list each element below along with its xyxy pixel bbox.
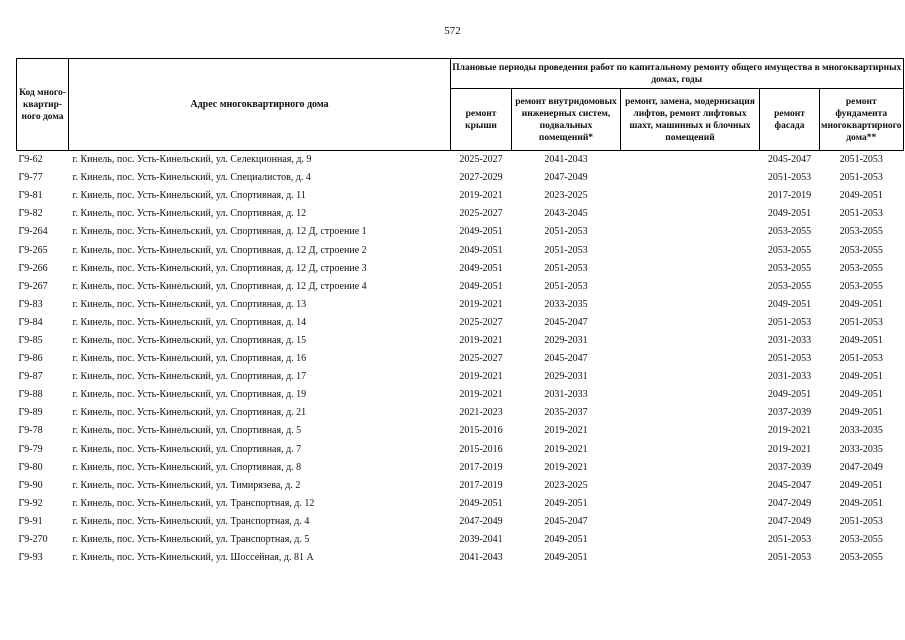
foundation-period-cell: 2053-2055 [839, 280, 883, 292]
address-cell: г. Кинель, пос. Усть-Кинельский, ул. Транспортная, д. 12 [72, 497, 315, 509]
foundation-period-cell: 2051-2053 [839, 172, 883, 184]
internal-systems-period-cell: 2051-2053 [544, 244, 588, 256]
address-cell: г. Кинель, пос. Усть-Кинельский, ул. Спортивная, д. 12 Д, строение 1 [72, 226, 367, 238]
address-cell: г. Кинель, пос. Усть-Кинельский, ул. Спортивная, д. 16 [72, 353, 307, 365]
roof-column-header: ремонт крыши [451, 89, 512, 151]
foundation-period-cell: 2033-2035 [839, 425, 883, 437]
code-cell: Г9-90 [18, 479, 43, 491]
code-cell: Г9-270 [18, 534, 48, 546]
address-cell: г. Кинель, пос. Усть-Кинельский, ул. Шоссейная, д. 81 А [72, 552, 314, 564]
code-cell: Г9-80 [18, 461, 43, 473]
code-cell: Г9-84 [18, 316, 43, 328]
code-cell: Г9-86 [18, 353, 43, 365]
lifts-period-cell [621, 549, 760, 567]
facade-period-cell: 2047-2049 [767, 515, 812, 527]
address-cell: г. Кинель, пос. Усть-Кинельский, ул. Спортивная, д. 11 [72, 190, 306, 202]
table-row [17, 260, 904, 278]
roof-period-cell: 2049-2051 [459, 244, 503, 256]
code-cell: Г9-77 [18, 172, 43, 184]
address-cell: г. Кинель, пос. Усть-Кинельский, ул. Спортивная, д. 12 Д, строение 3 [72, 262, 367, 274]
lifts-period-cell [621, 278, 760, 296]
lifts-period-cell [621, 441, 760, 459]
address-cell: г. Кинель, пос. Усть-Кинельский, ул. Тимирязева, д. 2 [72, 479, 301, 491]
foundation-period-cell: 2049-2051 [839, 371, 883, 383]
roof-period-cell: 2049-2051 [459, 280, 503, 292]
facade-period-cell: 2045-2047 [767, 479, 812, 491]
internal-systems-period-cell: 2019-2021 [544, 425, 588, 437]
lifts-period-cell [621, 477, 760, 495]
address-cell: г. Кинель, пос. Усть-Кинельский, ул. Спортивная, д. 12 Д, строение 4 [72, 280, 367, 292]
internal-systems-period-cell: 2047-2049 [544, 172, 588, 184]
roof-period-cell: 2019-2021 [459, 190, 503, 202]
internal-systems-column-header: ремонт внутридомовых инженерных систем, подвальных помещений* [512, 89, 621, 151]
address-cell: г. Кинель, пос. Усть-Кинельский, ул. Спортивная, д. 12 Д, строение 2 [72, 244, 367, 256]
internal-systems-period-cell: 2033-2035 [544, 298, 588, 310]
code-cell: Г9-267 [18, 280, 48, 292]
internal-systems-period-cell: 2041-2043 [512, 151, 621, 170]
table-row [17, 314, 904, 332]
address-cell: г. Кинель, пос. Усть-Кинельский, ул. Спортивная, д. 7 [72, 443, 302, 455]
foundation-period-cell: 2049-2051 [839, 334, 883, 346]
address-cell: г. Кинель, пос. Усть-Кинельский, ул. Спортивная, д. 21 [72, 407, 307, 419]
facade-period-cell: 2053-2055 [767, 244, 812, 256]
lifts-period-cell [621, 314, 760, 332]
foundation-period-cell: 2053-2055 [839, 552, 883, 564]
code-cell: Г9-266 [18, 262, 48, 274]
address-cell: г. Кинель, пос. Усть-Кинельский, ул. Спортивная, д. 8 [72, 461, 302, 473]
internal-systems-period-cell: 2043-2045 [544, 208, 588, 220]
internal-systems-period-cell: 2029-2031 [544, 334, 588, 346]
internal-systems-period-cell: 2023-2025 [544, 479, 588, 491]
roof-period-cell: 2019-2021 [459, 389, 503, 401]
table-body [17, 151, 904, 568]
roof-period-cell: 2019-2021 [459, 298, 503, 310]
code-cell: Г9-81 [18, 190, 43, 202]
facade-period-cell: 2019-2021 [767, 425, 812, 437]
roof-period-cell: 2049-2051 [459, 262, 503, 274]
address-cell: г. Кинель, пос. Усть-Кинельский, ул. Спортивная, д. 17 [72, 371, 307, 383]
table-row [17, 151, 904, 170]
facade-period-cell: 2051-2053 [767, 353, 812, 365]
roof-period-cell: 2047-2049 [459, 515, 503, 527]
code-cell: Г9-93 [18, 552, 43, 564]
foundation-period-cell: 2051-2053 [839, 208, 883, 220]
internal-systems-period-cell: 2031-2033 [544, 389, 588, 401]
lifts-period-cell [621, 368, 760, 386]
facade-period-cell: 2045-2047 [760, 151, 820, 170]
foundation-column-header: ремонт фундамента многоквартирного дома** [820, 89, 904, 151]
internal-systems-period-cell: 2023-2025 [544, 190, 588, 202]
facade-period-cell: 2049-2051 [767, 208, 812, 220]
facade-period-cell: 2051-2053 [767, 534, 812, 546]
internal-systems-period-cell: 2051-2053 [544, 226, 588, 238]
table-row [17, 296, 904, 314]
lifts-period-cell [621, 513, 760, 531]
roof-period-cell: 2025-2027 [459, 208, 503, 220]
foundation-period-cell: 2053-2055 [839, 534, 883, 546]
address-cell: г. Кинель, пос. Усть-Кинельский, ул. Спортивная, д. 19 [72, 389, 307, 401]
table-row [17, 459, 904, 477]
table-row [17, 404, 904, 422]
address-cell: г. Кинель, пос. Усть-Кинельский, ул. Спортивная, д. 12 [72, 208, 307, 220]
foundation-period-cell: 2049-2051 [839, 389, 883, 401]
code-cell: Г9-78 [18, 425, 43, 437]
periods-group-header: Плановые периоды проведения работ по капитальному ремонту общего имущества в многоквартирных домах, годы [451, 59, 904, 89]
facade-period-cell: 2053-2055 [767, 226, 812, 238]
roof-period-cell: 2049-2051 [459, 497, 503, 509]
lifts-period-cell [621, 187, 760, 205]
roof-period-cell: 2049-2051 [459, 226, 503, 238]
roof-period-cell: 2041-2043 [459, 552, 503, 564]
table-row [17, 513, 904, 531]
facade-column-header: ремонт фасада [760, 89, 820, 151]
facade-period-cell: 2051-2053 [767, 172, 812, 184]
table-row [17, 205, 904, 223]
internal-systems-period-cell: 2051-2053 [544, 280, 588, 292]
address-cell: г. Кинель, пос. Усть-Кинельский, ул. Спортивная, д. 15 [72, 334, 307, 346]
table-row [17, 241, 904, 259]
roof-period-cell: 2017-2019 [459, 479, 503, 491]
address-cell: г. Кинель, пос. Усть-Кинельский, ул. Спортивная, д. 13 [72, 298, 307, 310]
roof-period-cell: 2017-2019 [459, 461, 503, 473]
facade-period-cell: 2049-2051 [767, 298, 812, 310]
lifts-period-cell [621, 422, 760, 440]
facade-period-cell: 2047-2049 [767, 497, 812, 509]
code-cell: Г9-82 [18, 208, 43, 220]
code-cell: Г9-85 [18, 334, 43, 346]
repair-schedule-table [16, 58, 904, 567]
facade-period-cell: 2053-2055 [767, 280, 812, 292]
foundation-period-cell: 2049-2051 [839, 479, 883, 491]
address-cell: г. Кинель, пос. Усть-Кинельский, ул. Спортивная, д. 14 [72, 316, 307, 328]
code-column-header: Код много-квартир-ного дома [17, 59, 69, 151]
foundation-period-cell: 2049-2051 [839, 190, 883, 202]
lifts-period-cell [621, 296, 760, 314]
facade-period-cell: 2051-2053 [767, 552, 812, 564]
internal-systems-period-cell: 2045-2047 [544, 316, 588, 328]
foundation-period-cell: 2049-2051 [839, 497, 883, 509]
roof-period-cell: 2039-2041 [459, 534, 503, 546]
code-cell: Г9-91 [18, 515, 43, 527]
roof-period-cell: 2015-2016 [459, 443, 503, 455]
roof-period-cell: 2015-2016 [459, 425, 503, 437]
internal-systems-period-cell: 2049-2051 [544, 534, 588, 546]
facade-period-cell: 2031-2033 [767, 371, 812, 383]
table-row [17, 477, 904, 495]
foundation-period-cell: 2051-2053 [839, 515, 883, 527]
facade-period-cell: 2053-2055 [767, 262, 812, 274]
foundation-period-cell: 2049-2051 [839, 407, 883, 419]
foundation-period-cell: 2051-2053 [839, 316, 883, 328]
foundation-period-cell: 2047-2049 [839, 461, 883, 473]
facade-period-cell: 2051-2053 [767, 316, 812, 328]
address-cell: г. Кинель, пос. Усть-Кинельский, ул. Спортивная, д. 5 [72, 425, 302, 437]
address-cell: г. Кинель, пос. Усть-Кинельский, ул. Транспортная, д. 4 [72, 515, 310, 527]
table-row [17, 169, 904, 187]
internal-systems-period-cell: 2049-2051 [544, 552, 588, 564]
lifts-period-cell [621, 205, 760, 223]
internal-systems-period-cell: 2019-2021 [544, 443, 588, 455]
roof-period-cell: 2027-2029 [459, 172, 503, 184]
table-row [17, 278, 904, 296]
internal-systems-period-cell: 2045-2047 [544, 515, 588, 527]
code-cell: Г9-79 [18, 443, 43, 455]
code-cell: Г9-88 [18, 389, 43, 401]
roof-period-cell: 2025-2027 [459, 353, 503, 365]
code-cell: Г9-87 [18, 371, 43, 383]
roof-period-cell: 2021-2023 [459, 407, 503, 419]
table-row [17, 350, 904, 368]
lifts-column-header: ремонт, замена, модернизация лифтов, ремонт лифтовых шахт, машинных и блочных помещений [621, 89, 760, 151]
code-cell: Г9-265 [18, 244, 48, 256]
lifts-period-cell [621, 386, 760, 404]
table-row [17, 495, 904, 513]
lifts-period-cell [621, 495, 760, 513]
roof-period-cell: 2025-2027 [459, 316, 503, 328]
internal-systems-period-cell: 2019-2021 [544, 461, 588, 473]
table-row [17, 187, 904, 205]
lifts-period-cell [621, 223, 760, 241]
code-cell: Г9-89 [18, 407, 43, 419]
table-row [17, 332, 904, 350]
page-number: 572 [444, 25, 461, 37]
lifts-period-cell [621, 332, 760, 350]
facade-period-cell: 2031-2033 [767, 334, 812, 346]
foundation-period-cell: 2053-2055 [839, 262, 883, 274]
foundation-period-cell: 2049-2051 [839, 298, 883, 310]
lifts-period-cell [621, 241, 760, 259]
table-row [17, 223, 904, 241]
code-cell: Г9-83 [18, 298, 43, 310]
lifts-period-cell [621, 404, 760, 422]
internal-systems-period-cell: 2051-2053 [544, 262, 588, 274]
lifts-period-cell [621, 260, 760, 278]
table-row [17, 422, 904, 440]
foundation-period-cell: 2051-2053 [839, 353, 883, 365]
roof-period-cell: 2025-2027 [451, 151, 512, 170]
facade-period-cell: 2037-2039 [767, 461, 812, 473]
table-row [17, 368, 904, 386]
foundation-period-cell: 2053-2055 [839, 226, 883, 238]
table-row [17, 441, 904, 459]
code-cell: Г9-92 [18, 497, 43, 509]
table-row [17, 531, 904, 549]
lifts-period-cell [621, 151, 760, 170]
foundation-period-cell: 2033-2035 [839, 443, 883, 455]
lifts-period-cell [621, 459, 760, 477]
address-cell: г. Кинель, пос. Усть-Кинельский, ул. Транспортная, д. 5 [72, 534, 310, 546]
foundation-period-cell: 2053-2055 [839, 244, 883, 256]
code-cell: Г9-62 [17, 151, 69, 170]
code-cell: Г9-264 [18, 226, 48, 238]
foundation-period-cell: 2051-2053 [820, 151, 904, 170]
facade-period-cell: 2019-2021 [767, 443, 812, 455]
lifts-period-cell [621, 350, 760, 368]
facade-period-cell: 2017-2019 [767, 190, 812, 202]
internal-systems-period-cell: 2035-2037 [544, 407, 588, 419]
address-column-header: Адрес многоквартирного дома [69, 59, 451, 151]
address-cell: г. Кинель, пос. Усть-Кинельский, ул. Специалистов, д. 4 [72, 172, 311, 184]
table-header [17, 59, 904, 151]
table-row [17, 386, 904, 404]
internal-systems-period-cell: 2045-2047 [544, 353, 588, 365]
internal-systems-period-cell: 2029-2031 [544, 371, 588, 383]
address-cell: г. Кинель, пос. Усть-Кинельский, ул. Селекционная, д. 9 [69, 151, 451, 170]
facade-period-cell: 2037-2039 [767, 407, 812, 419]
lifts-period-cell [621, 169, 760, 187]
roof-period-cell: 2019-2021 [459, 334, 503, 346]
facade-period-cell: 2049-2051 [767, 389, 812, 401]
internal-systems-period-cell: 2049-2051 [544, 497, 588, 509]
table-row [17, 549, 904, 567]
lifts-period-cell [621, 531, 760, 549]
roof-period-cell: 2019-2021 [459, 371, 503, 383]
